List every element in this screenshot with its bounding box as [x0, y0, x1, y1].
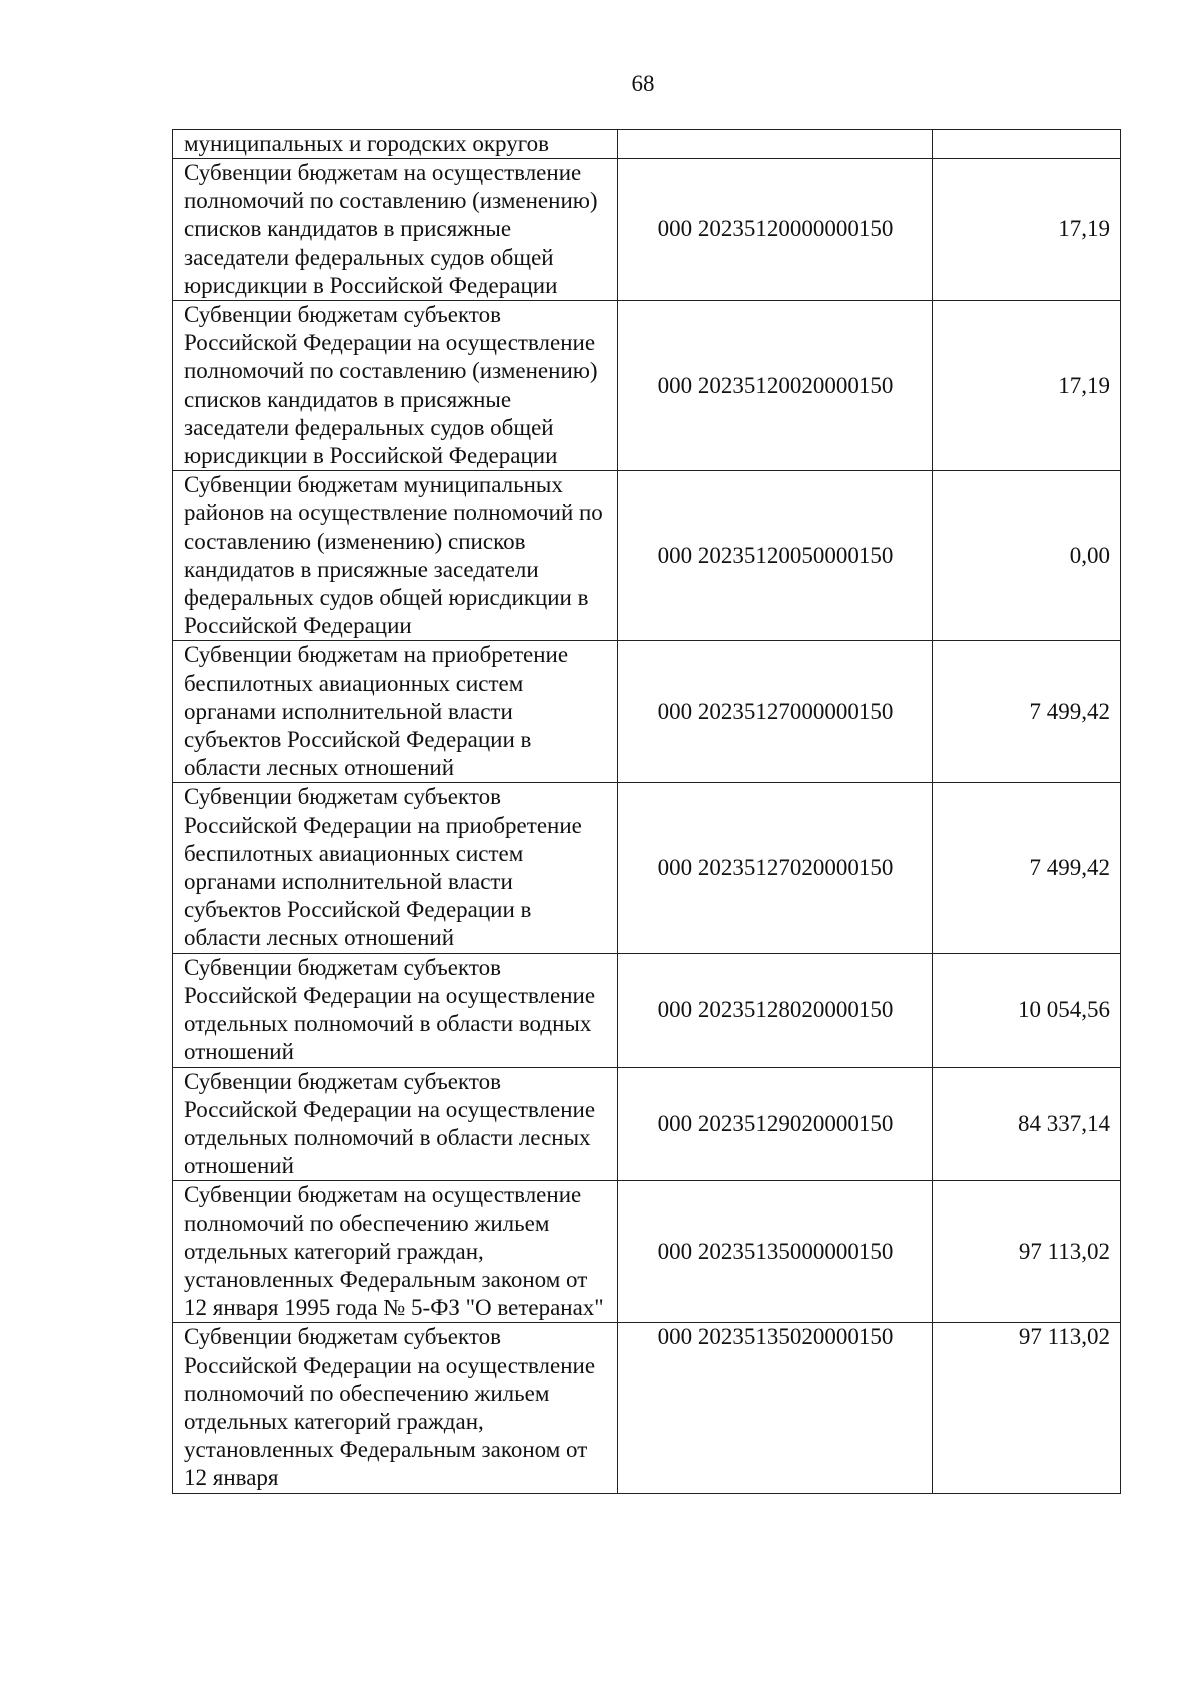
row-name: Субвенции бюджетам субъектов Российской Федерации на осуществление отдельных полномочий в области лесных отношений	[173, 1067, 618, 1181]
row-code: 000 20235120020000150	[618, 301, 933, 471]
row-name: Субвенции бюджетам муниципальных районов на осуществление полномочий по составлению (изменению) списков кандидатов в присяжные заседатели федеральных судов общей юрисдикции в Российской Федерации	[173, 471, 618, 641]
table-row	[173, 471, 1121, 641]
row-sum: 7 499,42	[933, 641, 1121, 783]
row-code: 000 20235135020000150	[618, 1323, 933, 1493]
row-code: 000 20235120050000150	[618, 471, 933, 641]
table-row	[173, 1181, 1121, 1323]
row-sum: 84 337,14	[933, 1067, 1121, 1181]
table-row	[173, 1067, 1121, 1181]
row-code: 000 20235128020000150	[618, 953, 933, 1067]
row-name: Субвенции бюджетам субъектов Российской Федерации на осуществление полномочий по обеспечению жильем отдельных категорий граждан, установленных Федеральным законом от 12 января	[173, 1323, 618, 1493]
row-sum: 97 113,02	[933, 1323, 1121, 1493]
table-row	[173, 953, 1121, 1067]
row-name: Субвенции бюджетам субъектов Российской Федерации на осуществление полномочий по составлению (изменению) списков кандидатов в присяжные заседатели федеральных судов общей юрисдикции в Российской Федерации	[173, 301, 618, 471]
page-number: 68	[631, 71, 655, 96]
table-row	[173, 1323, 1121, 1493]
row-sum: 0,00	[933, 471, 1121, 641]
row-code: 000 20235135000000150	[618, 1181, 933, 1323]
row-code: 000 20235127020000150	[618, 783, 933, 953]
row-sum: 97 113,02	[933, 1181, 1121, 1323]
row-code: 000 20235120000000150	[618, 159, 933, 301]
table-row	[173, 130, 1121, 159]
table-row	[173, 641, 1121, 783]
budget-table	[172, 129, 1121, 1494]
row-name: Субвенции бюджетам субъектов Российской Федерации на приобретение беспилотных авиационных систем органами исполнительной власти субъектов Российской Федерации в области лесных отношений	[173, 783, 618, 953]
row-name: Субвенции бюджетам на осуществление полномочий по составлению (изменению) списков кандидатов в присяжные заседатели федеральных судов общей юрисдикции в Российской Федерации	[173, 159, 618, 301]
row-name: муниципальных и городских округов	[173, 130, 618, 159]
table-row	[173, 159, 1121, 301]
row-name: Субвенции бюджетам субъектов Российской Федерации на осуществление отдельных полномочий в области водных отношений	[173, 953, 618, 1067]
row-sum: 17,19	[933, 301, 1121, 471]
row-name: Субвенции бюджетам на осуществление полномочий по обеспечению жильем отдельных категорий граждан, установленных Федеральным законом от 12 января 1995 года № 5-ФЗ "О ветеранах"	[173, 1181, 618, 1323]
row-code: 000 20235129020000150	[618, 1067, 933, 1181]
row-sum: 10 054,56	[933, 953, 1121, 1067]
table-row	[173, 301, 1121, 471]
row-code	[618, 130, 933, 159]
row-sum: 17,19	[933, 159, 1121, 301]
row-name: Субвенции бюджетам на приобретение беспилотных авиационных систем органами исполнительной власти субъектов Российской Федерации в области лесных отношений	[173, 641, 618, 783]
row-sum: 7 499,42	[933, 783, 1121, 953]
row-sum	[933, 130, 1121, 159]
row-code: 000 20235127000000150	[618, 641, 933, 783]
table-row	[173, 783, 1121, 953]
